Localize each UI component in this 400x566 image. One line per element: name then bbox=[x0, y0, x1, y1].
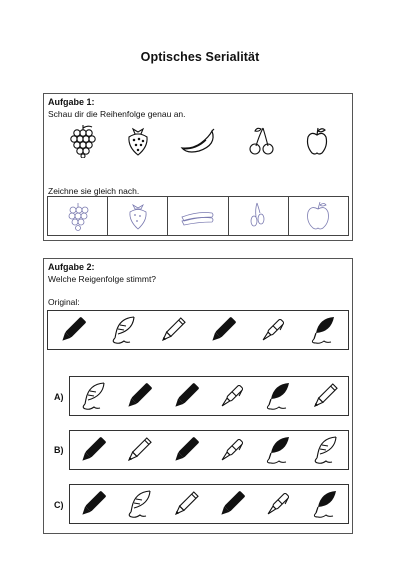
original-label: Original: bbox=[48, 297, 80, 307]
option-b-sequence[interactable] bbox=[69, 430, 349, 470]
quill-icon bbox=[309, 488, 341, 520]
quill-icon bbox=[307, 314, 339, 346]
feather-icon bbox=[309, 434, 341, 466]
original-sequence bbox=[47, 310, 349, 350]
drawing-cell[interactable] bbox=[108, 197, 168, 235]
marker-icon bbox=[170, 380, 202, 412]
pencil-icon bbox=[170, 488, 202, 520]
drawing-cell[interactable] bbox=[48, 197, 108, 235]
pen-icon bbox=[216, 380, 248, 412]
marker-icon bbox=[57, 314, 89, 346]
pen-icon bbox=[216, 434, 248, 466]
apple-icon bbox=[304, 126, 330, 156]
pen-icon bbox=[262, 488, 294, 520]
drawing-cell[interactable] bbox=[168, 197, 228, 235]
drawing-cell[interactable] bbox=[229, 197, 289, 235]
option-c-label[interactable]: C) bbox=[54, 500, 64, 510]
marker-icon bbox=[207, 314, 239, 346]
pen-icon bbox=[257, 314, 289, 346]
cherries-icon bbox=[247, 126, 277, 156]
strawberry-icon bbox=[125, 125, 151, 157]
option-a-label[interactable]: A) bbox=[54, 392, 64, 402]
quill-icon bbox=[262, 434, 294, 466]
feather-icon bbox=[123, 488, 155, 520]
option-b-label[interactable]: B) bbox=[54, 445, 64, 455]
task1-instruction: Schau dir die Reihenfolge genau an. bbox=[48, 109, 186, 119]
banana-icon bbox=[179, 127, 219, 155]
marker-icon bbox=[123, 380, 155, 412]
feather-icon bbox=[107, 314, 139, 346]
marker-icon bbox=[77, 434, 109, 466]
task2-question: Welche Reigenfolge stimmt? bbox=[48, 274, 157, 284]
pencil-icon bbox=[123, 434, 155, 466]
drawing-grid bbox=[47, 196, 349, 236]
marker-icon bbox=[77, 488, 109, 520]
task1-heading: Aufgabe 1: bbox=[48, 97, 95, 107]
task1-box bbox=[43, 93, 353, 241]
task1-draw-instruction: Zeichne sie gleich nach. bbox=[48, 186, 140, 196]
pencil-icon bbox=[309, 380, 341, 412]
feather-icon bbox=[77, 380, 109, 412]
option-c-sequence[interactable] bbox=[69, 484, 349, 524]
marker-icon bbox=[170, 434, 202, 466]
marker-icon bbox=[216, 488, 248, 520]
task2-heading: Aufgabe 2: bbox=[48, 262, 95, 272]
task2-box bbox=[43, 258, 353, 534]
pencil-icon bbox=[157, 314, 189, 346]
drawing-cell[interactable] bbox=[289, 197, 348, 235]
page-title: Optisches Serialität bbox=[140, 50, 260, 64]
quill-icon bbox=[262, 380, 294, 412]
grapes-icon bbox=[68, 124, 98, 158]
fruit-sequence bbox=[54, 124, 344, 158]
option-a-sequence[interactable] bbox=[69, 376, 349, 416]
